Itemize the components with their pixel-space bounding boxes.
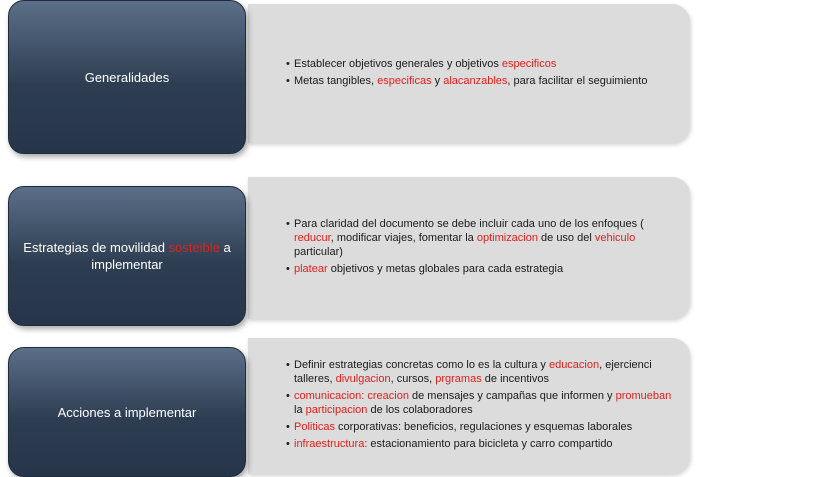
category-title: Generalidades <box>84 69 170 85</box>
highlighted-text: especificos <box>501 57 557 70</box>
bullet-text: corporativas: beneficios, regulaciones y esquemas laborales <box>334 421 633 433</box>
highlighted-text: platear <box>294 263 328 275</box>
bullet-item <box>286 358 676 386</box>
bullet-item <box>286 389 676 417</box>
bullet-text: de mensajes y campañas que informen y <box>408 390 616 402</box>
category-box-acciones <box>8 347 246 477</box>
bullet-text: la <box>294 404 306 416</box>
bullet-text: , modificar viajes, fomentar la <box>330 232 477 244</box>
bullet-text: Definir estrategias concretas como lo es la cultura y <box>294 359 549 371</box>
bullet-text: estacionamiento para bicicleta y carro compartido <box>367 438 613 450</box>
bullet-item <box>286 262 676 276</box>
bullet-list <box>286 217 676 279</box>
bullet-text: Metas tangibles, <box>294 74 378 87</box>
bullet-item <box>286 420 676 434</box>
bullet-text: , cursos, <box>390 373 436 385</box>
highlighted-text: educacion <box>548 359 600 371</box>
bullet-text: de incentivos <box>481 373 549 385</box>
content-box-acciones <box>248 338 690 474</box>
bullet-list <box>286 57 647 91</box>
bullet-item <box>286 74 647 88</box>
bullet-text: objetivos y metas globales para cada estrategia <box>327 263 564 275</box>
bullet-text: de los colaboradores <box>367 404 473 416</box>
bullet-text: Establecer objetivos generales y objetivos <box>294 57 502 70</box>
bullet-text: y <box>431 74 444 87</box>
highlighted-text: divulgacion <box>335 373 391 385</box>
title-part-highlight: sosteible <box>168 240 220 255</box>
bullet-list <box>286 358 676 454</box>
highlighted-text: reducur <box>294 232 331 244</box>
bullet-text: particular) <box>294 246 343 258</box>
category-title: Acciones a implementar <box>57 404 197 420</box>
bullet-item <box>286 437 676 451</box>
highlighted-text: comunicacion: creacion <box>294 390 409 402</box>
bullet-text: de uso del <box>537 232 595 244</box>
bullet-text: Para claridad del documento se debe incluir cada uno de los enfoques ( <box>294 218 644 230</box>
category-box-estrategias <box>8 186 246 326</box>
highlighted-text: vehiculo <box>594 232 636 244</box>
highlighted-text: infraestructura: <box>294 438 368 450</box>
title-part: a implementar <box>91 240 231 272</box>
bullet-item <box>286 217 676 259</box>
highlighted-text: Politicas <box>294 421 335 433</box>
bullet-text: , ejercienci talleres, <box>294 359 652 385</box>
title-part: Estrategias de movilidad <box>23 240 169 255</box>
highlighted-text: optimizacion <box>476 232 538 244</box>
category-title <box>19 239 235 273</box>
category-box-generalidades <box>8 0 246 154</box>
content-box-estrategias <box>248 177 690 319</box>
highlighted-text: especificas <box>377 74 432 87</box>
highlighted-text: alacanzables <box>443 74 508 87</box>
highlighted-text: promueban <box>615 390 672 402</box>
highlighted-text: participacion <box>305 404 368 416</box>
bullet-item <box>286 57 647 71</box>
content-box-generalidades <box>248 4 690 143</box>
highlighted-text: prgramas <box>435 373 482 385</box>
bullet-text: , para facilitar el seguimiento <box>507 74 648 87</box>
